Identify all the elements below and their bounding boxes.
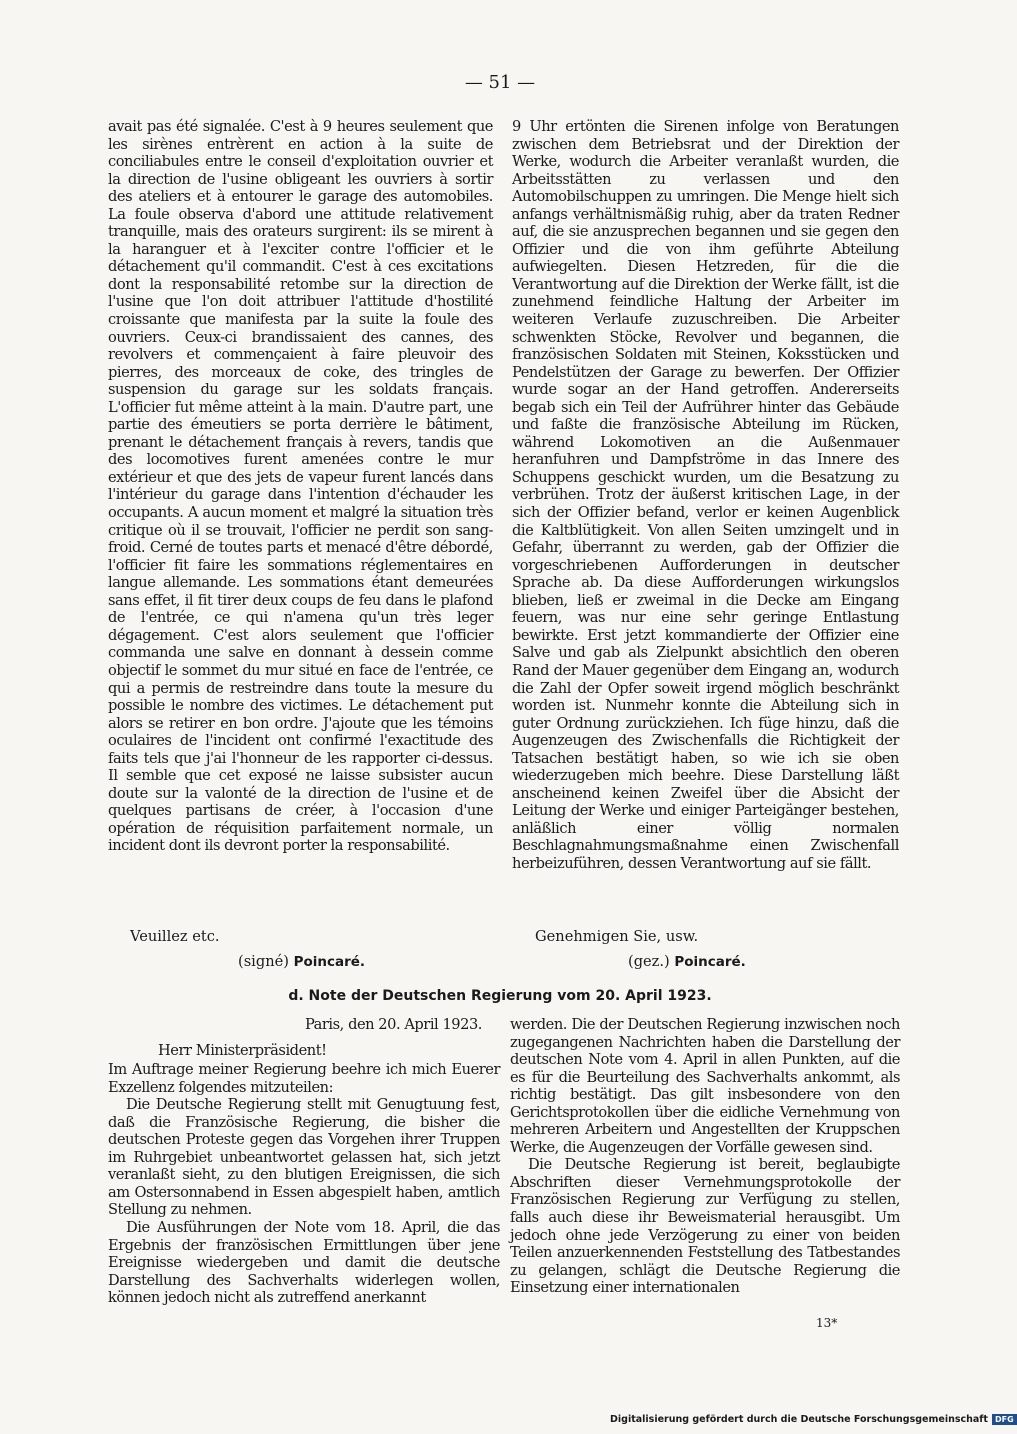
note-paragraph: Die Ausführungen der Note vom 18. April, die das Ergebnis der französischen Ermittlungen über jene Ereignisse wiedergeben und damit die deutsche Darstellung des Sachverhalts widerlegen wollen, können jedoch nicht als zutreffend anerkannt (108, 1219, 500, 1307)
german-paragraph: 9 Uhr ertönten die Sirenen infolge von Beratungen zwischen dem Betriebsrat und der Direktion der Werke, wodurch die Arbeiter veranlaßt wurden, die Arbeitsstätten zu verlassen und den Automobilschuppen zu umringen. Die Menge hielt sich anfangs verhältnismäßig ruhig, aber da traten Redner auf, die sie anzusprechen begannen und sie gegen den Offizier und die von ihm geführte Abteilung aufwiegelten. Diesen Hetzreden, für die die Verantwortung auf die Direktion der Werke fällt, ist die zunehmend feindliche Haltung der Arbeiter im weiteren Verlaufe zuzuschreiben. Die Arbeiter schwenkten Stöcke, Revolver und begannen, die französischen Soldaten mit Steinen, Koksstücken und Pendelstützen der Garage zu bewerfen. Der Offizier wurde sogar an der Hand getroffen. Andererseits begab sich ein Teil der Aufrührer hinter das Gebäude und faßte die französische Abteilung im Rücken, während Lokomotiven an die Außenmauer heranfuhren und Dampfströme in das Innere des Schuppens geschickt wurden, um die Besatzung zu verbrühen. Trotz der äußerst kritischen Lage, in der sich der Offizier befand, verlor er keinen Augenblick die Kaltblütigkeit. Von allen Seiten umzingelt und in Gefahr, überrannt zu werden, gab der Offizier die vorgeschriebenen Aufforderungen in deutscher Sprache ab. Da diese Aufforderungen wirkungslos blieben, ließ er zweimal in die Decke am Eingang feuern, was nur eine sehr geringe Entlastung bewirkte. Erst jetzt kommandierte der Offizier eine Salve und gab als Zielpunkt absichtlich den oberen Rand der Mauer gegenüber dem Eingang an, wodurch die Zahl der Opfer soweit irgend möglich beschränkt worden ist. Nunmehr konnte die Abteilung sich in guter Ordnung zurückziehen. Ich füge hinzu, daß die Augenzeugen des Zwischenfalls die Richtigkeit der Tatsachen bestätigt haben, so wie ich sie oben wiederzugeben mich beehre. Diese Darstellung läßt anscheinend keinen Zweifel über die Absicht der Leitung der Werke und einiger Parteigänger bestehen, anläßlich einer völlig normalen Beschlagnahmungsmaßnahme einen Zwischenfall herbeizuführen, dessen Verantwortung auf sie fällt. (512, 118, 899, 872)
note-paragraph: Die Deutsche Regierung ist bereit, beglaubigte Abschriften dieser Vernehmungsprotokolle der Französischen Regierung zur Verfügung zu stellen, falls auch diese ihr Beweismaterial herausgibt. Um jedoch ohne jede Verzögerung zu einer von beiden Teilen anzuerkennenden Feststellung des Tatbestandes zu gelangen, schlägt die Deutsche Regierung die Einsetzung einer internationalen (510, 1156, 900, 1297)
french-paragraph: avait pas été signalée. C'est à 9 heures seulement que les sirènes entrèrent en action à la suite de conciliabules entre le conseil d'exploitation ouvrier et la direction de l'usine obligeant les ouvriers à sortir des ateliers et à entourer le garage des automobiles. La foule observa d'abord une attitude relativement tranquille, mais des orateurs surgirent: ils se mirent à la haranguer et à l'exciter contre l'officier et le détachement qu'il commandit. C'est à ces excitations dont la responsabilité retombe sur la direction de l'usine que l'on doit attribuer l'attitude d'hostilité croissante que manifesta par la suite la foule des ouvriers. Ceux-ci brandissaient des cannes, des revolvers et commençaient à faire pleuvoir des pierres, des morceaux de coke, des tringles de suspension du garage sur les soldats français. L'officier fut même atteint à la main. D'autre part, une partie des émeutiers se porta derrière le bâtiment, prenant le détachement français à revers, tandis que des locomotives furent amenées contre le mur extérieur et que des jets de vapeur furent lancés dans l'intérieur du garage dans l'intention d'échauder les occupants. A aucun moment et malgré la situation très critique où il se trouvait, l'officier ne perdit son sang-froid. Cerné de toutes parts et menacé d'être débordé, l'officier fit faire les sommations réglementaires en langue allemande. Les sommations étant demeurées sans effet, il fit tirer deux coups de feu dans le plafond de l'entrée, ce qui n'amena qu'un très leger dégagement. C'est alors seulement que l'officier commanda une salve en donnant à dessein comme objectif le sommet du mur situé en face de l'entrée, ce qui a permis de restreindre dans toute la mesure du possible le nombre des victimes. Le détachement put alors se retirer en bon ordre. J'ajoute que les témoins oculaires de l'incident ont confirmé l'exactitude des faits tels que j'ai l'honneur de les rapporter ci-dessus. Il semble que cet exposé ne laisse subsister aucun doute sur la valonté de la direction de l'usine et de quelques partisans de créer, à l'occasion d'une opération de réquisition parfaitement normale, un incident dont ils devront porter la responsabilité. (108, 118, 493, 855)
note-right-column (510, 1016, 900, 1297)
footer-text: Digitalisierung gefördert durch die Deutsche Forschungsgemeinschaft (610, 1414, 988, 1425)
french-signature (238, 953, 365, 970)
section-title: d. Note der Deutschen Regierung vom 20. April 1923. (288, 988, 712, 1004)
digitization-footer (610, 1414, 1017, 1425)
dfg-logo: DFG (992, 1414, 1017, 1425)
page-number: — 51 — (464, 72, 536, 93)
note-dateline: Paris, den 20. April 1923. (304, 1016, 482, 1033)
note-paragraph: Im Auftrage meiner Regierung beehre ich mich Euerer Exzellenz folgendes mitzuteilen: (108, 1061, 500, 1096)
german-closing: Genehmigen Sie, usw. (535, 928, 699, 945)
note-left-column (108, 1016, 500, 1307)
french-closing: Veuillez etc. (130, 928, 220, 945)
german-signature (628, 953, 746, 970)
note-paragraph: Die Deutsche Regierung stellt mit Genugtuung fest, daß die Französische Regierung, die bisher die deutschen Proteste gegen das Vorgehen ihrer Truppen im Ruhrgebiet unbeantwortet gelassen hat, sich jetzt veranlaßt sieht, zu den blutigen Ereignissen, die sich am Ostersonnabend in Essen abgespielt haben, amtlich Stellung zu nehmen. (108, 1096, 500, 1219)
french-signature-name: Poincaré. (293, 954, 366, 970)
french-signature-label: (signé) (238, 953, 289, 970)
german-signature-label: (gez.) (628, 953, 670, 970)
note-paragraph: werden. Die der Deutschen Regierung inzwischen noch zugegangenen Nachrichten haben die Darstellung der deutschen Note vom 4. April in allen Punkten, auf die es für die Beurteilung des Sachverhalts ankommt, als richtig bestätigt. Das gilt insbesondere von den Gerichtsprotokollen über die eidliche Vernehmung von mehreren Arbeitern und Angestellten der Kruppschen Werke, die Augenzeugen der Vorfälle gewesen sind. (510, 1016, 900, 1156)
german-column (512, 118, 899, 873)
german-signature-name: Poincaré. (674, 954, 746, 970)
french-column (108, 118, 493, 855)
sheet-signature: 13* (816, 1316, 838, 1330)
note-salutation: Herr Ministerpräsident! (158, 1041, 327, 1059)
